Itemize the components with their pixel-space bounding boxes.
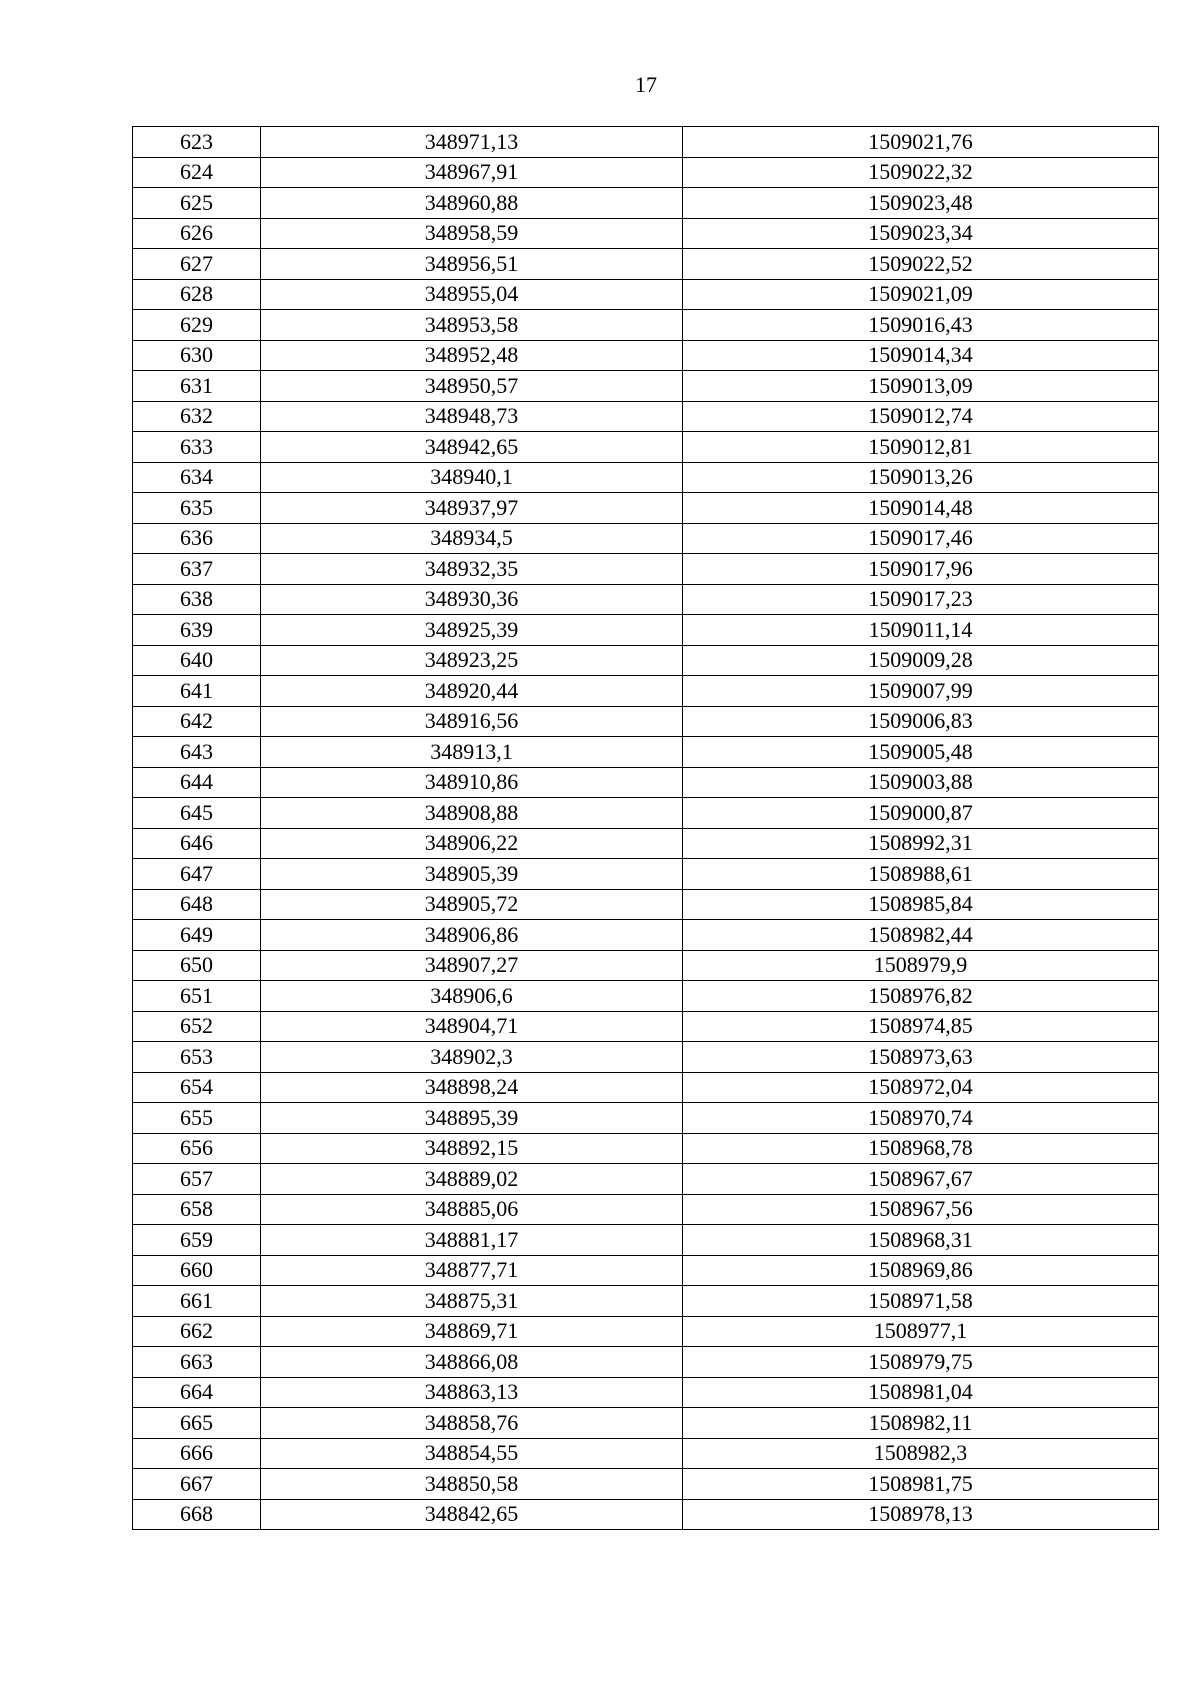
table-row [133,1255,1159,1286]
y-coordinate-cell: 1509014,34 [683,340,1159,371]
x-coordinate-cell: 348948,73 [261,401,683,432]
y-coordinate-cell: 1509014,48 [683,493,1159,524]
x-coordinate-cell: 348923,25 [261,645,683,676]
y-coordinate-cell: 1508979,9 [683,950,1159,981]
y-coordinate-cell: 1508968,31 [683,1225,1159,1256]
x-coordinate-cell: 348850,58 [261,1469,683,1500]
y-coordinate-cell: 1508974,85 [683,1011,1159,1042]
point-number-cell: 666 [133,1438,261,1469]
point-number-cell: 633 [133,432,261,463]
table-row [133,1377,1159,1408]
table-row [133,889,1159,920]
point-number-cell: 659 [133,1225,261,1256]
y-coordinate-cell: 1509021,76 [683,127,1159,158]
table-row [133,157,1159,188]
table-row [133,462,1159,493]
x-coordinate-cell: 348950,57 [261,371,683,402]
x-coordinate-cell: 348967,91 [261,157,683,188]
y-coordinate-cell: 1508982,44 [683,920,1159,951]
x-coordinate-cell: 348952,48 [261,340,683,371]
y-coordinate-cell: 1508978,13 [683,1499,1159,1530]
table-row [133,249,1159,280]
point-number-cell: 661 [133,1286,261,1317]
page-number: 17 [635,72,657,97]
y-coordinate-cell: 1509017,96 [683,554,1159,585]
point-number-cell: 657 [133,1164,261,1195]
point-number-cell: 638 [133,584,261,615]
point-number-cell: 667 [133,1469,261,1500]
y-coordinate-cell: 1508981,75 [683,1469,1159,1500]
x-coordinate-cell: 348920,44 [261,676,683,707]
table-row [133,432,1159,463]
point-number-cell: 656 [133,1133,261,1164]
y-coordinate-cell: 1508970,74 [683,1103,1159,1134]
table-row [133,127,1159,158]
point-number-cell: 646 [133,828,261,859]
point-number-cell: 626 [133,218,261,249]
point-number-cell: 647 [133,859,261,890]
x-coordinate-cell: 348937,97 [261,493,683,524]
point-number-cell: 664 [133,1377,261,1408]
y-coordinate-cell: 1509012,74 [683,401,1159,432]
x-coordinate-cell: 348866,08 [261,1347,683,1378]
table-row [133,1438,1159,1469]
y-coordinate-cell: 1509022,32 [683,157,1159,188]
table-row [133,1316,1159,1347]
y-coordinate-cell: 1509016,43 [683,310,1159,341]
x-coordinate-cell: 348869,71 [261,1316,683,1347]
x-coordinate-cell: 348930,36 [261,584,683,615]
x-coordinate-cell: 348906,86 [261,920,683,951]
table-row [133,1194,1159,1225]
point-number-cell: 651 [133,981,261,1012]
x-coordinate-cell: 348905,39 [261,859,683,890]
x-coordinate-cell: 348885,06 [261,1194,683,1225]
table-row [133,615,1159,646]
y-coordinate-cell: 1508973,63 [683,1042,1159,1073]
point-number-cell: 623 [133,127,261,158]
y-coordinate-cell: 1509021,09 [683,279,1159,310]
point-number-cell: 634 [133,462,261,493]
table-row [133,188,1159,219]
point-number-cell: 630 [133,340,261,371]
point-number-cell: 636 [133,523,261,554]
y-coordinate-cell: 1508982,11 [683,1408,1159,1439]
point-number-cell: 637 [133,554,261,585]
table-row [133,584,1159,615]
y-coordinate-cell: 1509003,88 [683,767,1159,798]
point-number-cell: 628 [133,279,261,310]
y-coordinate-cell: 1508988,61 [683,859,1159,890]
x-coordinate-cell: 348932,35 [261,554,683,585]
table-row [133,1347,1159,1378]
table-row [133,1133,1159,1164]
y-coordinate-cell: 1508967,56 [683,1194,1159,1225]
y-coordinate-cell: 1509023,48 [683,188,1159,219]
table-row [133,371,1159,402]
point-number-cell: 640 [133,645,261,676]
table-row [133,554,1159,585]
table-row [133,1164,1159,1195]
y-coordinate-cell: 1508968,78 [683,1133,1159,1164]
table-row [133,279,1159,310]
x-coordinate-cell: 348875,31 [261,1286,683,1317]
point-number-cell: 641 [133,676,261,707]
table-row [133,1011,1159,1042]
table-row [133,1408,1159,1439]
table-row [133,828,1159,859]
x-coordinate-cell: 348854,55 [261,1438,683,1469]
coordinates-table [132,126,1159,1530]
x-coordinate-cell: 348942,65 [261,432,683,463]
table-row [133,645,1159,676]
y-coordinate-cell: 1509022,52 [683,249,1159,280]
x-coordinate-cell: 348913,1 [261,737,683,768]
y-coordinate-cell: 1508976,82 [683,981,1159,1012]
table-row [133,1286,1159,1317]
x-coordinate-cell: 348953,58 [261,310,683,341]
table-row [133,523,1159,554]
x-coordinate-cell: 348925,39 [261,615,683,646]
x-coordinate-cell: 348906,6 [261,981,683,1012]
table-row [133,310,1159,341]
x-coordinate-cell: 348889,02 [261,1164,683,1195]
table-row [133,737,1159,768]
point-number-cell: 639 [133,615,261,646]
point-number-cell: 649 [133,920,261,951]
table-row [133,493,1159,524]
y-coordinate-cell: 1509023,34 [683,218,1159,249]
x-coordinate-cell: 348902,3 [261,1042,683,1073]
y-coordinate-cell: 1509006,83 [683,706,1159,737]
y-coordinate-cell: 1509000,87 [683,798,1159,829]
point-number-cell: 635 [133,493,261,524]
x-coordinate-cell: 348898,24 [261,1072,683,1103]
x-coordinate-cell: 348842,65 [261,1499,683,1530]
point-number-cell: 650 [133,950,261,981]
y-coordinate-cell: 1508981,04 [683,1377,1159,1408]
y-coordinate-cell: 1509005,48 [683,737,1159,768]
point-number-cell: 632 [133,401,261,432]
point-number-cell: 652 [133,1011,261,1042]
x-coordinate-cell: 348958,59 [261,218,683,249]
point-number-cell: 668 [133,1499,261,1530]
x-coordinate-cell: 348858,76 [261,1408,683,1439]
y-coordinate-cell: 1509017,46 [683,523,1159,554]
y-coordinate-cell: 1508979,75 [683,1347,1159,1378]
table-row [133,1103,1159,1134]
point-number-cell: 644 [133,767,261,798]
x-coordinate-cell: 348940,1 [261,462,683,493]
y-coordinate-cell: 1508971,58 [683,1286,1159,1317]
y-coordinate-cell: 1509011,14 [683,615,1159,646]
x-coordinate-cell: 348916,56 [261,706,683,737]
table-row [133,920,1159,951]
point-number-cell: 629 [133,310,261,341]
table-row [133,1072,1159,1103]
y-coordinate-cell: 1509013,09 [683,371,1159,402]
point-number-cell: 631 [133,371,261,402]
x-coordinate-cell: 348934,5 [261,523,683,554]
y-coordinate-cell: 1509009,28 [683,645,1159,676]
x-coordinate-cell: 348892,15 [261,1133,683,1164]
table-row [133,706,1159,737]
table-row [133,401,1159,432]
point-number-cell: 643 [133,737,261,768]
x-coordinate-cell: 348905,72 [261,889,683,920]
point-number-cell: 645 [133,798,261,829]
y-coordinate-cell: 1509012,81 [683,432,1159,463]
x-coordinate-cell: 348960,88 [261,188,683,219]
y-coordinate-cell: 1508985,84 [683,889,1159,920]
point-number-cell: 658 [133,1194,261,1225]
table-row [133,950,1159,981]
table-row [133,859,1159,890]
coordinates-table-body [133,127,1159,1530]
point-number-cell: 665 [133,1408,261,1439]
y-coordinate-cell: 1508992,31 [683,828,1159,859]
table-row [133,676,1159,707]
y-coordinate-cell: 1508982,3 [683,1438,1159,1469]
point-number-cell: 627 [133,249,261,280]
y-coordinate-cell: 1508972,04 [683,1072,1159,1103]
point-number-cell: 653 [133,1042,261,1073]
x-coordinate-cell: 348877,71 [261,1255,683,1286]
x-coordinate-cell: 348904,71 [261,1011,683,1042]
x-coordinate-cell: 348907,27 [261,950,683,981]
x-coordinate-cell: 348863,13 [261,1377,683,1408]
x-coordinate-cell: 348910,86 [261,767,683,798]
y-coordinate-cell: 1509017,23 [683,584,1159,615]
point-number-cell: 654 [133,1072,261,1103]
point-number-cell: 624 [133,157,261,188]
x-coordinate-cell: 348908,88 [261,798,683,829]
table-row [133,1225,1159,1256]
point-number-cell: 648 [133,889,261,920]
table-row [133,340,1159,371]
y-coordinate-cell: 1508969,86 [683,1255,1159,1286]
x-coordinate-cell: 348971,13 [261,127,683,158]
table-row [133,1042,1159,1073]
x-coordinate-cell: 348895,39 [261,1103,683,1134]
table-row [133,798,1159,829]
point-number-cell: 625 [133,188,261,219]
x-coordinate-cell: 348955,04 [261,279,683,310]
x-coordinate-cell: 348906,22 [261,828,683,859]
point-number-cell: 662 [133,1316,261,1347]
point-number-cell: 642 [133,706,261,737]
y-coordinate-cell: 1509007,99 [683,676,1159,707]
x-coordinate-cell: 348881,17 [261,1225,683,1256]
y-coordinate-cell: 1509013,26 [683,462,1159,493]
table-row [133,767,1159,798]
point-number-cell: 655 [133,1103,261,1134]
table-row [133,1499,1159,1530]
y-coordinate-cell: 1508967,67 [683,1164,1159,1195]
y-coordinate-cell: 1508977,1 [683,1316,1159,1347]
x-coordinate-cell: 348956,51 [261,249,683,280]
point-number-cell: 660 [133,1255,261,1286]
table-row [133,981,1159,1012]
point-number-cell: 663 [133,1347,261,1378]
table-row [133,218,1159,249]
table-row [133,1469,1159,1500]
